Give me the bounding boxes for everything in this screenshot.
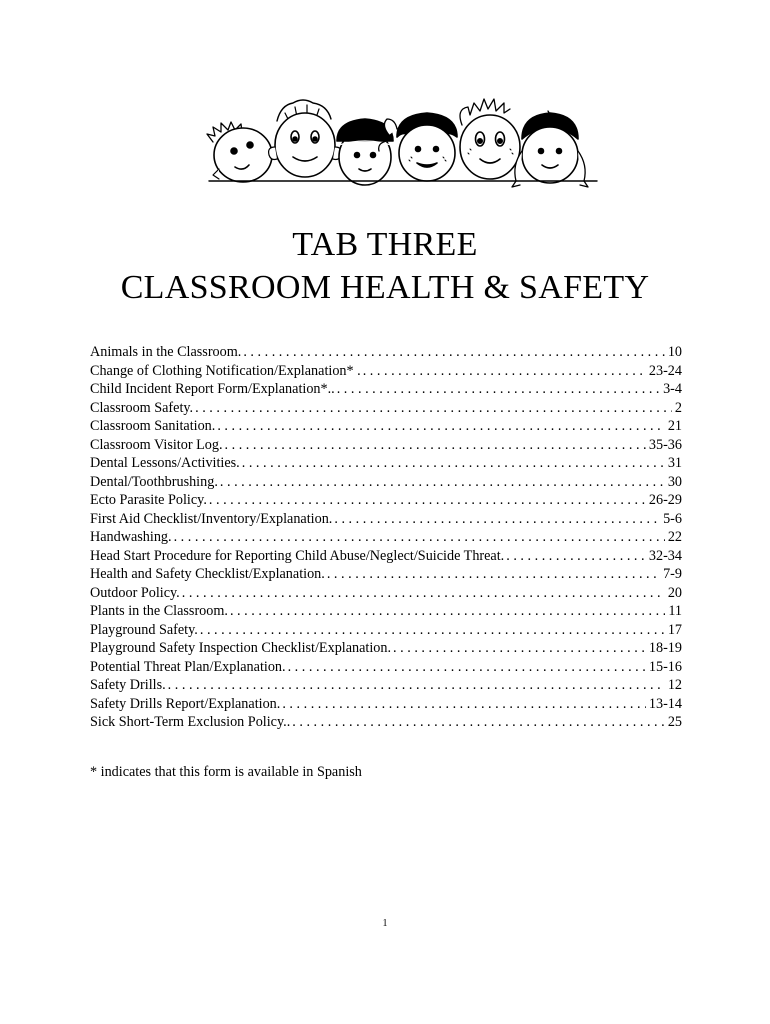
- toc-entry: [90, 528, 682, 547]
- toc-leader-dots: [332, 510, 660, 529]
- child-face-2: [269, 100, 342, 177]
- children-faces-illustration: [205, 95, 600, 190]
- toc-entry-label: Sick Short-Term Exclusion Policy..: [90, 714, 291, 730]
- toc-entry-label: Head Start Procedure for Reporting Child Abuse/Neglect/Suicide Threat.: [90, 547, 505, 564]
- toc-entry-page: 30: [667, 473, 682, 490]
- toc-entry-page: 11: [668, 603, 682, 619]
- toc-entry-label: Dental/Toothbrushing.: [90, 473, 218, 490]
- toc-leader-dots: [166, 676, 665, 695]
- page-number: 1: [382, 918, 388, 929]
- toc-entry: [90, 713, 682, 732]
- toc-entry-page: 15-16: [648, 658, 682, 675]
- toc-leader-dots: [228, 602, 665, 621]
- toc-entry-page: 31: [667, 455, 682, 471]
- toc-entry: [90, 602, 682, 621]
- toc-entry-page: 3-4: [663, 381, 682, 397]
- toc-entry-page: 25: [667, 714, 682, 730]
- toc-leader-dots: [215, 417, 664, 436]
- toc-entry-page: 5-6: [663, 510, 682, 527]
- page-title-line-1: TAB THREE: [292, 226, 478, 263]
- toc-entry-page: 2: [674, 399, 682, 416]
- toc-entry: [90, 399, 682, 418]
- toc-leader-dots: [241, 343, 664, 362]
- toc-entry-label: First Aid Checklist/Inventory/Explanation.: [90, 510, 333, 527]
- toc-entry: [90, 621, 682, 640]
- toc-leader-dots: [198, 621, 665, 640]
- toc-entry-label: Health and Safety Checklist/Explanation.: [90, 566, 325, 582]
- toc-leader-dots: [207, 491, 646, 510]
- toc-entry-label: Classroom Safety.: [90, 399, 194, 416]
- toc-entry: [90, 565, 682, 584]
- toc-entry-page: 21: [667, 418, 682, 434]
- toc-entry-label: Outdoor Policy.: [90, 584, 180, 601]
- toc-entry: [90, 417, 682, 436]
- toc-entry-label: Playground Safety.: [90, 621, 198, 638]
- toc-entry: [90, 380, 682, 399]
- toc-entry-label: Classroom Sanitation.: [90, 418, 216, 434]
- toc-leader-dots: [280, 695, 646, 714]
- child-face-6: [512, 111, 588, 187]
- toc-entry-page: 13-14: [648, 695, 682, 712]
- toc-entry: [90, 639, 682, 658]
- toc-entry-label: Safety Drills Report/Explanation.: [90, 695, 281, 712]
- toc-leader-dots: [223, 436, 646, 455]
- toc-entry: [90, 547, 682, 566]
- toc-entry-label: Child Incident Report Form/Explanation*..: [90, 381, 335, 397]
- child-face-5: [460, 99, 520, 179]
- toc-entry-page: 12: [667, 677, 682, 693]
- toc-leader-dots: [286, 658, 646, 677]
- toc-leader-dots: [391, 639, 646, 658]
- toc-leader-dots: [290, 713, 665, 732]
- toc-entry-page: 22: [667, 529, 682, 545]
- toc-entry-label: Potential Threat Plan/Explanation.: [90, 658, 286, 675]
- toc-entry: [90, 436, 682, 455]
- toc-entry-page: 23-24: [648, 362, 682, 379]
- toc-entry: [90, 676, 682, 695]
- toc-entry-page: 26-29: [648, 492, 682, 508]
- toc-entry-label: Safety Drills.: [90, 677, 166, 693]
- toc-entry-label: Playground Safety Inspection Checklist/Explanation.: [90, 640, 392, 656]
- toc-entry-label: Plants in the Classroom.: [90, 603, 228, 619]
- toc-leader-dots: [180, 584, 665, 603]
- toc-entry-page: 17: [667, 621, 682, 638]
- toc-entry-label: Dental Lessons/Activities.: [90, 455, 240, 471]
- toc-entry-page: 20: [667, 584, 682, 601]
- toc-leader-dots: [193, 399, 672, 418]
- toc-entry-page: 7-9: [663, 566, 682, 582]
- toc-entry-page: 32-34: [648, 547, 682, 564]
- toc-entry-label: Classroom Visitor Log.: [90, 436, 223, 453]
- toc-entry: [90, 454, 682, 473]
- toc-leader-dots: [504, 547, 646, 566]
- toc-leader-dots: [361, 362, 646, 381]
- toc-entry: [90, 343, 682, 362]
- table-of-contents: [90, 343, 682, 732]
- toc-entry: [90, 695, 682, 714]
- child-face-1: [207, 122, 272, 182]
- toc-entry: [90, 473, 682, 492]
- toc-leader-dots: [172, 528, 665, 547]
- toc-entry: [90, 491, 682, 510]
- toc-entry-label: Ecto Parasite Policy.: [90, 492, 207, 508]
- toc-entry-page: 18-19: [648, 640, 682, 656]
- toc-entry-page: 35-36: [648, 436, 682, 453]
- toc-entry-page: 10: [667, 344, 682, 360]
- page-title-line-2: CLASSROOM HEALTH & SAFETY: [120, 269, 650, 306]
- toc-entry: [90, 584, 682, 603]
- toc-leader-dots: [218, 473, 665, 492]
- toc-entry: [90, 362, 682, 381]
- toc-entry: [90, 510, 682, 529]
- toc-entry: [90, 658, 682, 677]
- toc-leader-dots: [335, 380, 660, 399]
- toc-leader-dots: [325, 565, 660, 584]
- spanish-availability-footnote: * indicates that this form is available in Spanish: [90, 764, 362, 780]
- toc-entry-label: Change of Clothing Notification/Explanation* .: [90, 362, 361, 379]
- toc-entry-label: Handwashing.: [90, 529, 172, 545]
- child-face-4: [379, 113, 457, 181]
- toc-entry-label: Animals in the Classroom.: [90, 344, 242, 360]
- toc-leader-dots: [240, 454, 665, 473]
